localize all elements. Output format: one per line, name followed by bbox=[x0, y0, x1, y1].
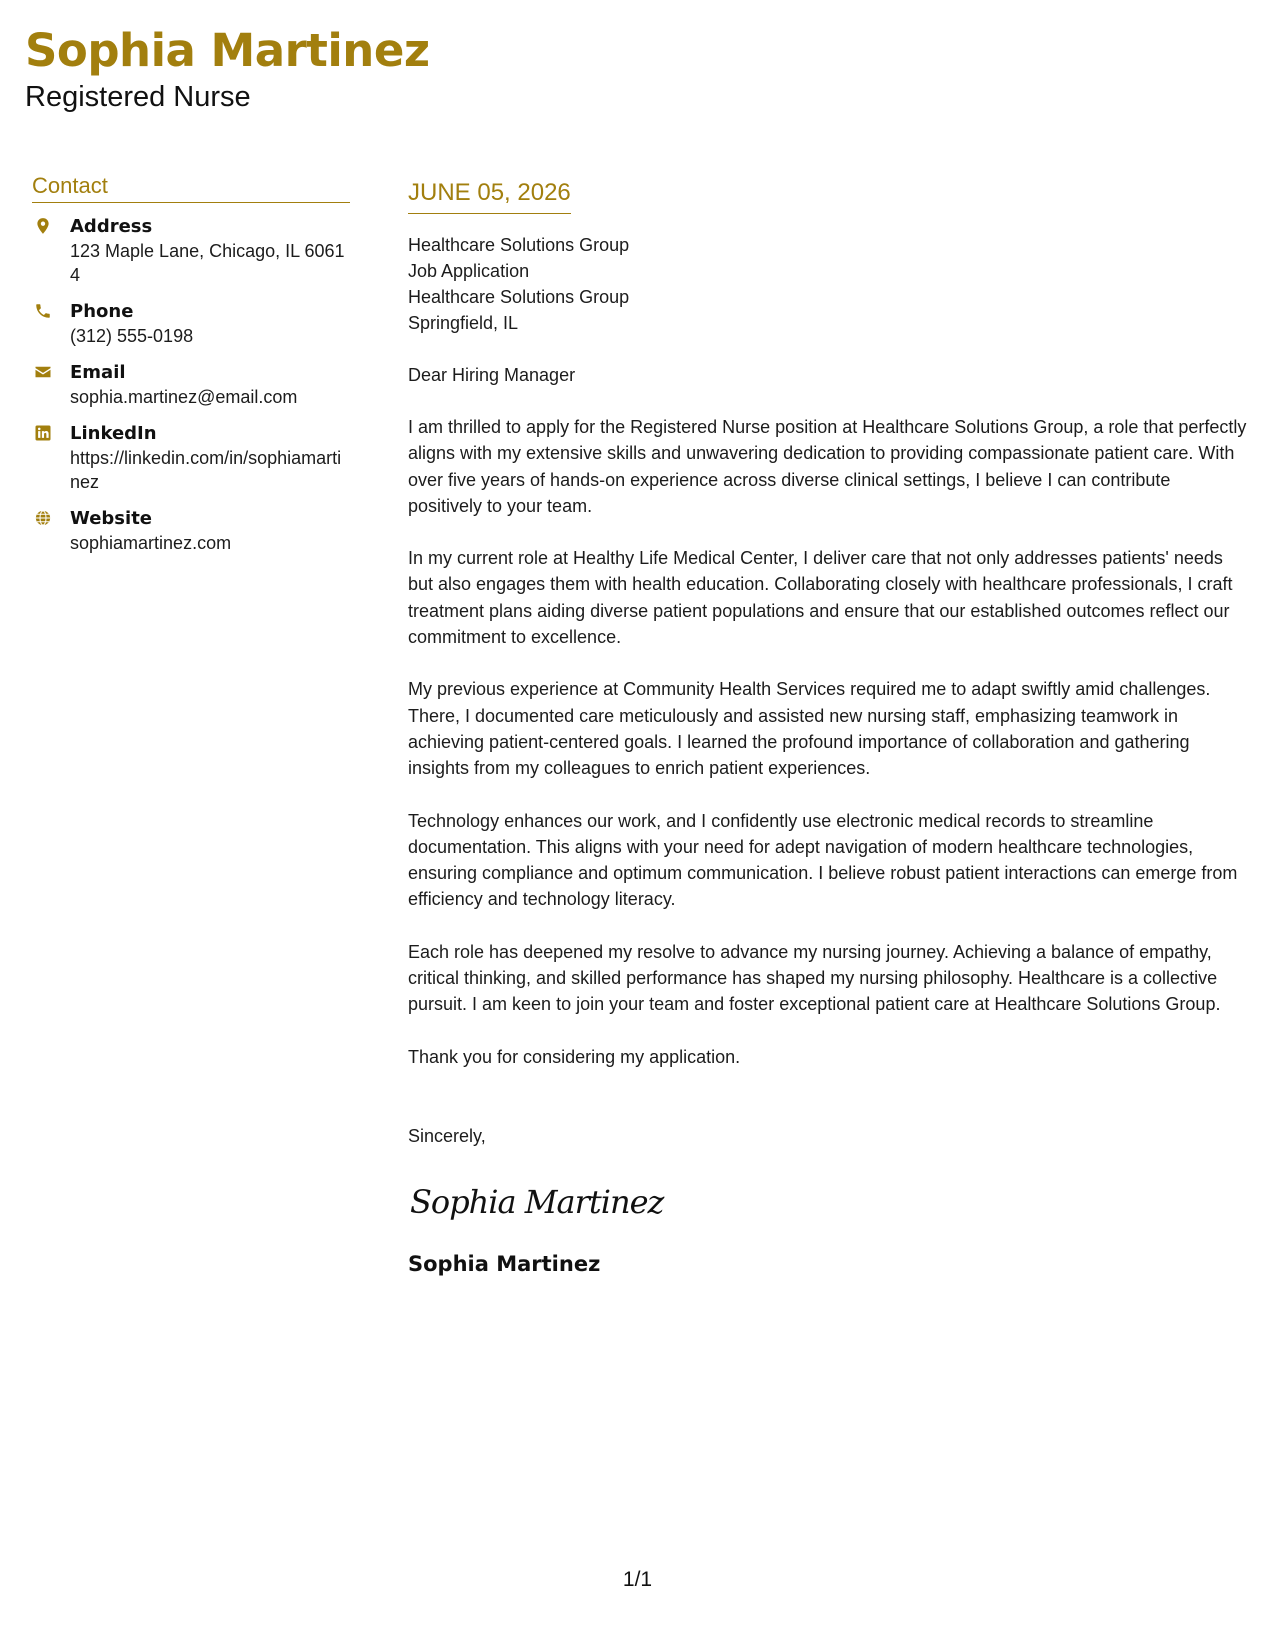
recipient-line: Healthcare Solutions Group bbox=[408, 287, 630, 307]
contact-label: Email bbox=[70, 362, 126, 383]
contact-heading: Contact bbox=[32, 172, 350, 203]
applicant-title: Registered Nurse bbox=[25, 81, 251, 113]
contact-item-phone bbox=[32, 300, 350, 348]
signer-name: Sophia Martinez bbox=[408, 1251, 601, 1276]
applicant-name: Sophia Martinez bbox=[25, 24, 430, 77]
contact-item-website bbox=[32, 507, 350, 555]
closing: Sincerely, bbox=[408, 1125, 486, 1146]
salutation: Dear Hiring Manager bbox=[408, 365, 576, 385]
contact-value: 123 Maple Lane, Chicago, IL 60614 bbox=[70, 241, 345, 285]
body-paragraph: My previous experience at Community Health Services required me to adapt swiftly amid challenges. There, I documented care meticulously and assisted new nursing staff, emphasizing teamwork in achieving patient-centered goals. I learned the profound importance of collaboration and gathering insights from my colleagues to enrich patient experiences. bbox=[408, 679, 1211, 779]
contact-value: https://linkedin.com/in/sophiamartinez bbox=[70, 448, 342, 492]
signature-text: Sophia Martinez bbox=[410, 1182, 664, 1221]
handwritten-signature bbox=[408, 1177, 1248, 1227]
contact-item-address bbox=[32, 215, 350, 287]
letter-body bbox=[408, 178, 1248, 1278]
contact-label: Phone bbox=[70, 301, 134, 322]
contact-value: sophia.martinez@email.com bbox=[70, 387, 298, 407]
recipient-line: Healthcare Solutions Group bbox=[408, 235, 630, 255]
contact-value: (312) 555-0198 bbox=[70, 326, 194, 346]
globe-icon bbox=[34, 509, 52, 527]
body-paragraph: I am thrilled to apply for the Registered Nurse position at Healthcare Solutions Group, a role that perfectly aligns with my extensive skills and unwavering dedication to providing compassionate patient care. With over five years of hands-on experience across diverse clinical settings, I believe I can contribute positively to your team. bbox=[408, 417, 1247, 516]
body-paragraph: Thank you for considering my application. bbox=[408, 1046, 741, 1067]
letter-header bbox=[25, 22, 430, 114]
email-icon bbox=[34, 363, 52, 381]
phone-icon bbox=[34, 302, 52, 320]
body-paragraph: Technology enhances our work, and I confidently use electronic medical records to streamline documentation. This aligns with your need for adept navigation of modern healthcare technologies, ensuring compliance and optimum communication. I believe robust patient interactions can emerge from efficiency and technology literacy. bbox=[408, 810, 1238, 910]
contact-item-linkedin bbox=[32, 422, 350, 494]
letter-date: JUNE 05, 2026 bbox=[408, 178, 571, 214]
page-number: 1/1 bbox=[622, 1568, 653, 1591]
contact-item-email bbox=[32, 361, 350, 409]
body-paragraph: In my current role at Healthy Life Medical Center, I deliver care that not only addresses patients' needs but also engages them with health education. Collaborating closely with healthcare professionals, I craft treatment plans aiding diverse patient populations and ensure that our established outcomes reflect our commitment to excellence. bbox=[408, 548, 1233, 648]
contact-sidebar bbox=[32, 172, 350, 568]
contact-label: Address bbox=[70, 216, 153, 237]
body-paragraph: Each role has deepened my resolve to advance my nursing journey. Achieving a balance of empathy, critical thinking, and skilled performance has shaped my nursing philosophy. Healthcare is a collective pursuit. I am keen to join your team and foster exceptional patient care at Healthcare Solutions Group. bbox=[408, 941, 1221, 1015]
map-pin-icon bbox=[34, 217, 52, 235]
recipient-line: Springfield, IL bbox=[408, 313, 519, 333]
contact-label: Website bbox=[70, 508, 153, 529]
recipient-line: Job Application bbox=[408, 261, 530, 281]
linkedin-icon bbox=[34, 424, 52, 442]
recipient-block bbox=[408, 232, 1248, 336]
contact-value: sophiamartinez.com bbox=[70, 533, 232, 553]
contact-label: LinkedIn bbox=[70, 423, 157, 444]
